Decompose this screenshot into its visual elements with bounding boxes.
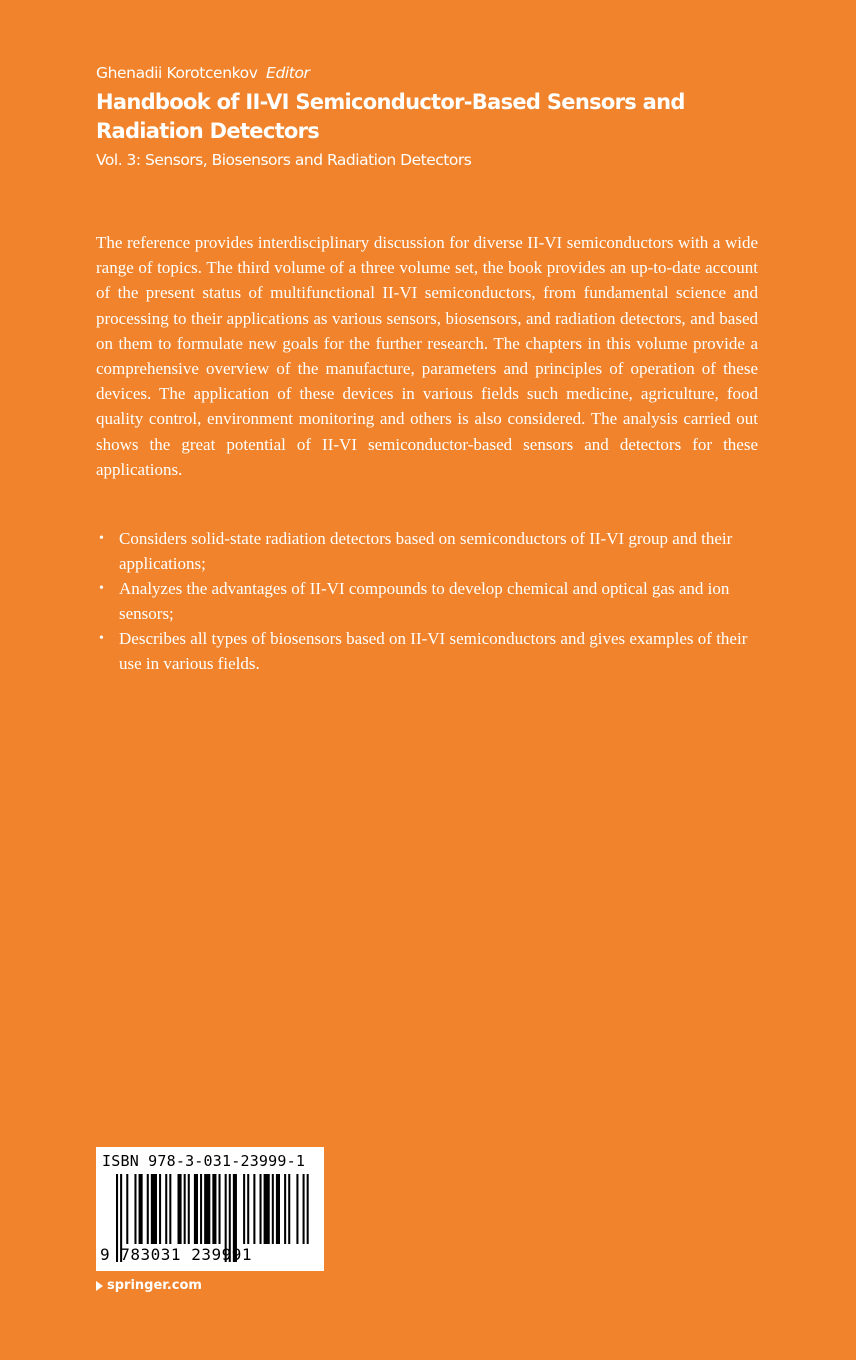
barcode-bar	[307, 1174, 309, 1244]
barcode-bar	[126, 1174, 128, 1244]
barcode-bar	[169, 1174, 171, 1244]
bullet-icon: •	[99, 531, 104, 546]
barcode-bar	[212, 1174, 216, 1244]
barcode-bar	[253, 1174, 255, 1244]
barcode-bar	[139, 1174, 143, 1244]
feature-text: Considers solid-state radiation detectors based on semiconductors of II-VI group and their applications;	[119, 529, 733, 573]
barcode-bar	[288, 1174, 290, 1244]
barcode-bar	[147, 1174, 149, 1244]
barcode-bar	[296, 1174, 298, 1244]
barcode-bar	[264, 1174, 270, 1244]
feature-item	[96, 526, 758, 576]
barcode-bar	[194, 1174, 198, 1244]
publisher-link-text[interactable]: springer.com	[107, 1278, 202, 1293]
barcode-bar	[151, 1174, 157, 1244]
barcode-bar	[219, 1174, 221, 1244]
barcode-bar	[134, 1174, 136, 1244]
barcode-bar	[165, 1174, 167, 1244]
barcode-bar	[243, 1174, 245, 1244]
barcode-bar	[260, 1174, 262, 1244]
arrow-right-icon	[96, 1281, 103, 1291]
feature-item	[96, 576, 758, 626]
editor-role: Editor	[266, 64, 310, 82]
feature-item	[96, 626, 758, 676]
bullet-icon: •	[99, 581, 104, 596]
barcode-bar	[204, 1174, 210, 1244]
bullet-icon: •	[99, 631, 104, 646]
book-description: The reference provides interdisciplinary discussion for diverse II-VI semiconductors with a wide range of topics. The third volume of a three volume set, the book provides an up-to-date account of the present status of multifunctional II-VI semiconductors, from fundamental science and processing to their applications as various sensors, biosensors, and radiation detectors, and based on them to formulate new goals for the further research. The chapters in this volume provide a comprehensive overview of the manufacture, parameters and principles of operation of these devices. The application of these devices in various fields such medicine, agriculture, food quality control, environment monitoring and others is also considered. The analysis carried out shows the great potential of II-VI semiconductor-based sensors and detectors for these applications.	[96, 233, 758, 479]
barcode-bar	[276, 1174, 280, 1244]
barcode-bar	[188, 1174, 190, 1244]
isbn-barcode	[96, 1147, 324, 1271]
barcode-bar	[272, 1174, 274, 1244]
feature-list	[96, 526, 758, 676]
isbn-label: ISBN 978-3-031-23999-1	[102, 1152, 306, 1170]
editor-line	[96, 62, 776, 84]
barcode-bar	[200, 1174, 202, 1244]
barcode-bar	[159, 1174, 161, 1244]
barcode-bar	[184, 1174, 186, 1244]
barcode-bar	[247, 1174, 249, 1244]
book-title: Handbook of II-VI Semiconductor-Based Sensors and Radiation Detectors	[96, 90, 685, 143]
barcode-bar	[303, 1174, 305, 1244]
feature-text: Analyzes the advantages of II-VI compounds to develop chemical and optical gas and ion sensors;	[119, 579, 730, 623]
feature-text: Describes all types of biosensors based on II-VI semiconductors and gives examples of their use in various fields.	[119, 629, 748, 673]
barcode-digits: 9 783031 239991	[100, 1245, 252, 1264]
book-header	[96, 62, 776, 171]
book-subtitle: Vol. 3: Sensors, Biosensors and Radiation Detectors	[96, 151, 472, 169]
editor-name: Ghenadii Korotcenkov	[96, 64, 258, 82]
barcode-bar	[284, 1174, 286, 1244]
publisher-link[interactable]	[96, 1278, 202, 1293]
barcode-bar	[178, 1174, 182, 1244]
